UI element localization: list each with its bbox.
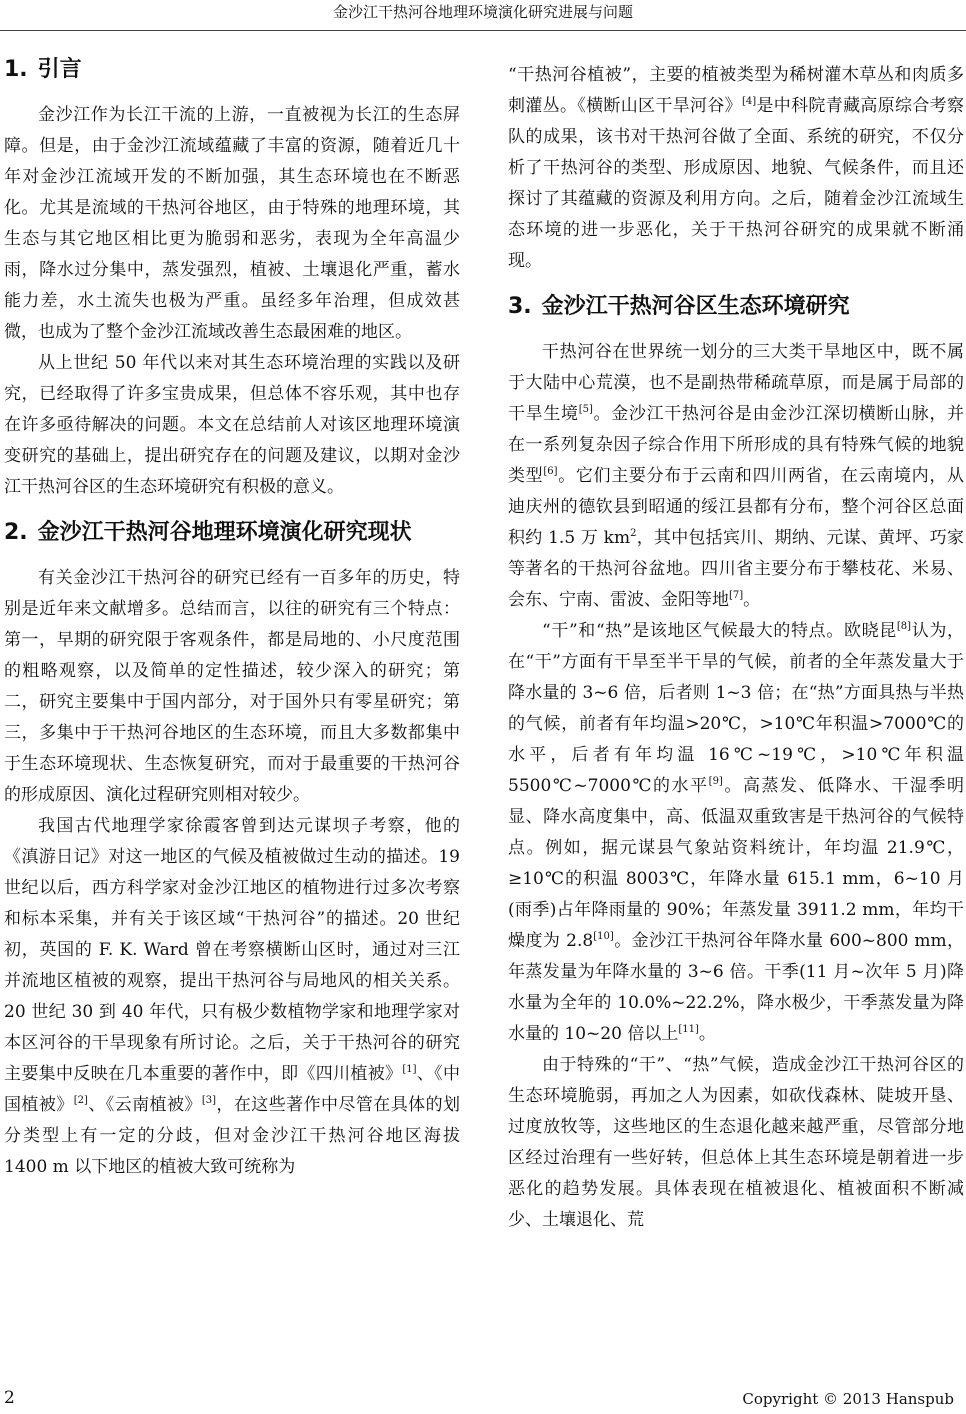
text-run: 。金沙江干热河谷是由金沙江深切横断山脉，并在一系列复杂因子综合作用下所形成的具有特殊气候的地貌类型: [508, 404, 965, 486]
citation-2[interactable]: [2]: [73, 1095, 88, 1106]
section-2-paragraph-2: [4, 811, 460, 1183]
page-number: 2: [4, 1388, 15, 1408]
citation-3[interactable]: [3]: [201, 1095, 216, 1106]
text-run: “干热河谷植被”，主要的植被类型为稀树灌木草丛和肉质多刺灌丛。《横断山区干旱河谷》: [508, 65, 964, 116]
section-2-heading: [4, 517, 460, 549]
text-run: 。: [698, 1024, 716, 1044]
text-run: 干热河谷在世界统一划分的三大类干旱地区中，既不属于大陆中心荒漠，也不是副热带稀疏草原，而是属于局部的干旱生境: [508, 342, 964, 424]
copyright-notice: Copyright © 2013 Hanspub: [742, 1390, 954, 1408]
text-run: ，其中包括宾川、期纳、元谋、黄坪、巧家等著名的干热河谷盆地。四川省主要分布于攀枝花、米易、会东、宁南、雷波、金阳等地: [508, 528, 965, 610]
section-2-paragraph-1: 有关金沙江干热河谷的研究已经有一百多年的历史，特别是近年来文献增多。总结而言，以往的研究有三个特点：第一，早期的研究限于客观条件，都是局地的、小尺度范围的粗略观察，以及简单的定性描述，较少深入的研究；第二，研究主要集中于国内部分，对于国外只有零星研究；第三，多集中于干热河谷地区的生态环境，而且大多数都集中于生态环境现状、生态恢复研究，而对于最重要的干热河谷的形成原因、演化过程研究则相对较少。: [4, 568, 460, 805]
citation-10[interactable]: [10]: [593, 931, 614, 942]
text-run: 是中科院青藏高原综合考察队的成果，该书对干热河谷做了全面、系统的研究，不仅分析了干热河谷的类型、形成原因、地貌、气候条件，而且还探讨了其蕴藏的资源及利用方向。之后，随着金沙江流域生态环境的进一步恶化，关于干热河谷研究的成果就不断涌现。: [508, 96, 964, 271]
section-3-number: 3.: [508, 294, 532, 319]
section-1-paragraph-2: 从上世纪 50 年代以来对其生态环境治理的实践以及研究，已经取得了许多宝贵成果，但总体不容乐观，其中也存在许多亟待解决的问题。本文在总结前人对该区地理环境演变研究的基础上，提出研究存在的问题及建议，以期对金沙江干热河谷区的生态环境研究有积极的意义。: [4, 353, 460, 497]
section-2-title: 金沙江干热河谷地理环境演化研究现状: [37, 520, 412, 545]
text-run: 。高蒸发、低降水、干湿季明显、降水高度集中，高、低温双重致害是干热河谷的气候特点。例如，据元谋县气象站资料统计，年均温 21.9℃，≥10℃的积温 8003℃，年降水量 615.1 mm，6~10 月(雨季)占年降雨量的 90%；年蒸发量 3911.2 mm，年均干燥度为 2.8: [508, 776, 965, 951]
citation-9[interactable]: [9]: [708, 776, 723, 787]
section-3-paragraph-3: 由于特殊的“干”、“热”气候，造成金沙江干热河谷区的生态环境脆弱，再加之人为因素，如砍伐森林、陡坡开垦、过度放牧等，这些地区的生态退化越来越严重，尽管部分地区经过治理有一些好转，但总体上其生态环境是朝着进一步恶化的趋势发展。具体表现在植被退化、植被面积不断减少、土壤退化、荒: [508, 1055, 964, 1230]
citation-8[interactable]: [8]: [896, 621, 912, 632]
citation-11[interactable]: [11]: [678, 1024, 699, 1035]
text-run: 。它们主要分布于云南和四川两省，在云南境内，从迪庆州的德钦县到昭通的绥江县都有分布，整个河谷区总面积约 1.5 万 km: [508, 466, 965, 548]
header-divider: [0, 30, 966, 31]
section-1-paragraph-1: 金沙江作为长江干流的上游，一直被视为长江的生态屏障。但是，由于金沙江流域蕴藏了丰富的资源，随着近几十年对金沙江流域开发的不断加强，其生态环境也在不断恶化。尤其是流域的干热河谷地区，由于特殊的地理环境，其生态与其它地区相比更为脆弱和恶劣，表现为全年高温少雨，降水过分集中，蒸发强烈，植被、土壤退化严重，蓄水能力差，水土流失也极为严重。虽经多年治理，但成效甚微，也成为了整个金沙江流域改善生态最困难的地区。: [4, 105, 460, 342]
right-column: [508, 60, 964, 1236]
text-run: 认为，在“干”方面有干旱至半干旱的气候，前者的全年蒸发量大于降水量的 3~6 倍，后者则 1~3 倍；在“热”方面具热与半热的气候，前者有年均温>20℃，>10℃年积温>7000℃的水平，后者有年均温 16℃~19℃，>10℃年积温 5500℃~7000℃的水平: [508, 621, 965, 796]
citation-5[interactable]: [5]: [578, 404, 593, 415]
section-2-paragraph-2-continued: [508, 60, 964, 277]
citation-4[interactable]: [4]: [741, 96, 757, 107]
section-1-number: 1.: [4, 57, 28, 82]
section-3-title: 金沙江干热河谷区生态环境研究: [541, 294, 850, 319]
section-3-paragraph-1: [508, 337, 964, 616]
citation-6[interactable]: [6]: [543, 466, 558, 477]
text-run: ，在这些著作中尽管在具体的划分类型上有一定的分歧，但对金沙江干热河谷地区海拔 1400 m 以下地区的植被大致可统称为: [4, 1095, 461, 1177]
superscript-2: 2: [630, 528, 637, 539]
text-run: “干”和“热”是该地区气候最大的特点。欧晓昆: [542, 621, 897, 641]
section-3-heading: [508, 291, 964, 323]
text-run: 、《云南植被》: [87, 1095, 202, 1115]
section-2-number: 2.: [4, 520, 28, 545]
left-column: [4, 54, 460, 1183]
text-run: 、《中国植被》: [4, 1064, 461, 1115]
section-1-heading: [4, 54, 460, 86]
section-1-title: 引言: [37, 57, 82, 82]
text-run: 。: [743, 590, 761, 610]
citation-7[interactable]: [7]: [729, 590, 744, 601]
running-header: 金沙江干热河谷地理环境演化研究进展与问题: [332, 3, 633, 21]
text-run: 。金沙江干热河谷年降水量 600~800 mm，年蒸发量为年降水量的 3~6 倍。干季(11 月~次年 5 月)降水量为全年的 10.0%~22.2%，降水极少，干季蒸发量为降水量的 10~20 倍以上: [508, 931, 964, 1044]
section-3-paragraph-2: [508, 616, 964, 1050]
text-run: 我国古代地理学家徐霞客曾到达元谋坝子考察，他的《滇游日记》对这一地区的气候及植被做过生动的描述。19 世纪以后，西方科学家对金沙江地区的植物进行过多次考察和标本采集，并有关于该区域“干热河谷”的描述。20 世纪初，英国的 F. K. Ward 曾在考察横断山区时，通过对三江并流地区植被的观察，提出干热河谷与局地风的相关关系。20 世纪 30 到 40 年代，只有极少数植物学家和地理学家对本区河谷的干旱现象有所讨论。之后，关于干热河谷的研究主要集中反映在几本重要的著作中，即《四川植被》: [4, 816, 460, 1084]
citation-1[interactable]: [1]: [402, 1064, 417, 1075]
